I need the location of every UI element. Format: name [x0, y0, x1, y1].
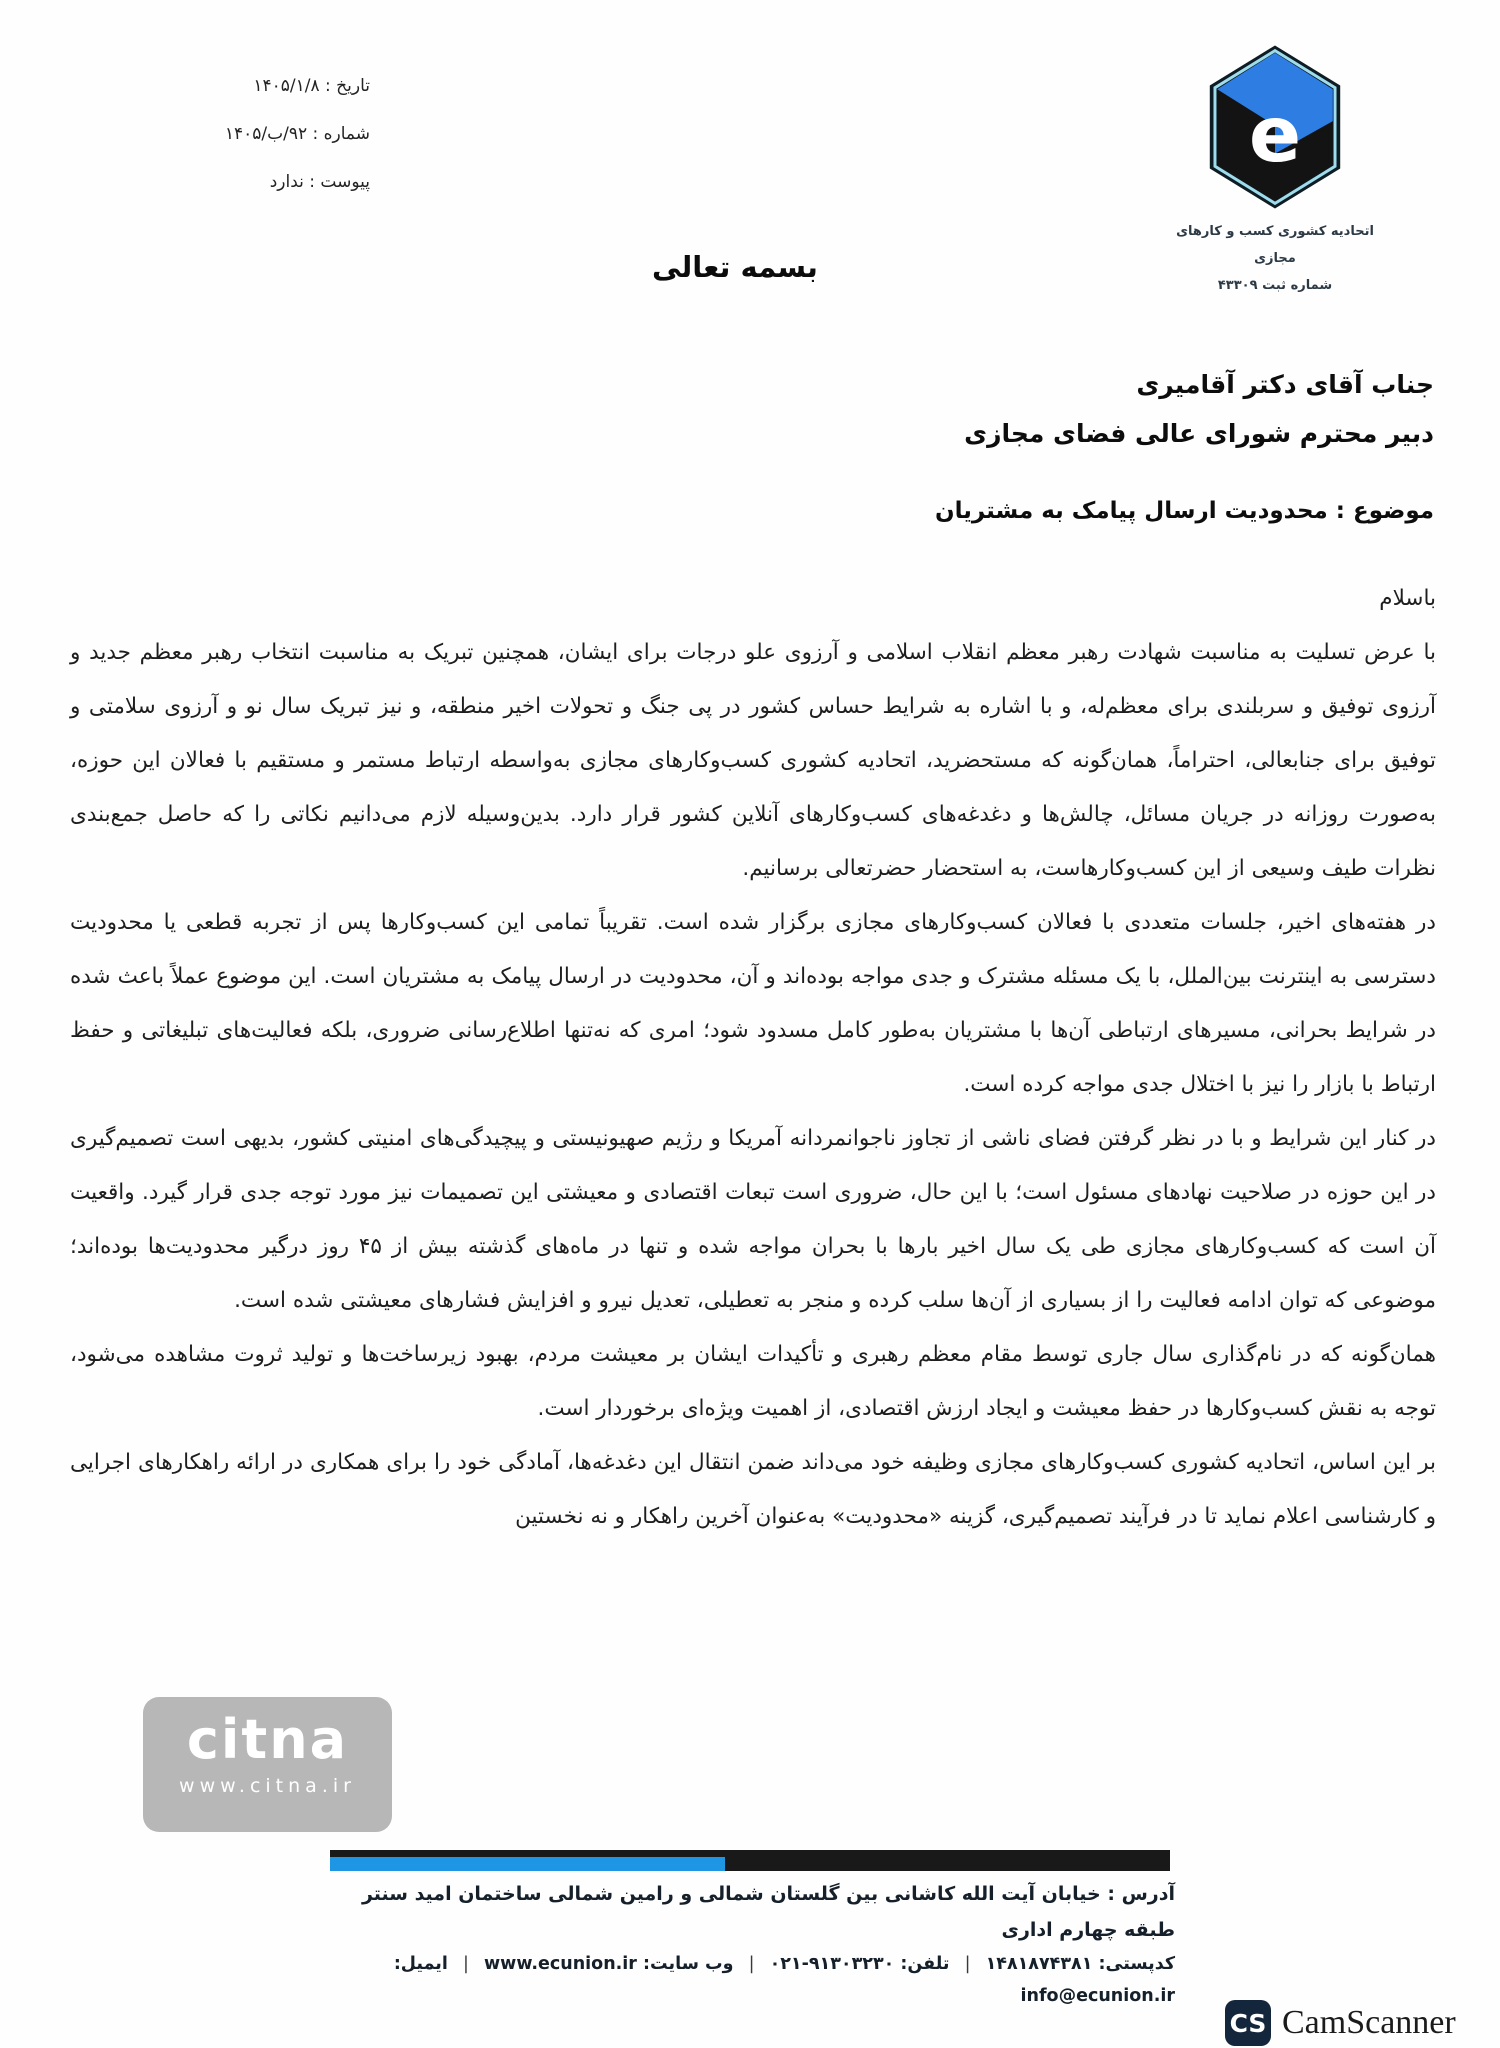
- footer-bar-black-segment: [725, 1857, 1170, 1871]
- body-paragraph: با عرض تسلیت به مناسبت شهادت رهبر معظم انقلاب اسلامی و آرزوی علو درجات برای ایشان، همچنین تبریک به مناسبت انتخاب رهبر معظم جدید و آرزوی توفیق و سربلندی برای معظم‌له، و با اشاره به شرایط حساس کشور در پی جنگ و تحولات اخیر منطقه، و نیز تبریک سال نو و آرزوی سلامتی و توفیق برای جنابعالی، احتراماً، همان‌گونه که مستحضرید، اتحادیه کشوری کسب‌وکارهای مجازی به‌واسطه ارتباط مستمر و مستقیم با فعالان این حوزه، به‌صورت روزانه در جریان مسائل، چالش‌ها و دغدغه‌های کسب‌وکارهای آنلاین کشور قرار دارد. بدین‌وسیله لازم می‌دانیم نکاتی را که حاصل جمع‌بندی نظرات طیف وسیعی از این کسب‌وکارهاست، به استحضار حضرتعالی برسانیم.: [70, 640, 1436, 881]
- citna-logo-text: citna: [186, 1708, 349, 1771]
- meta-date: تاریخ : ۱۴۰۵/۱/۸: [253, 76, 370, 96]
- besmellah-heading: بسمه تعالی: [652, 250, 818, 284]
- footer-postal-code: کدپستی: ۱۴۸۱۸۷۴۳۸۱: [985, 1954, 1175, 1974]
- footer-contact-line: [340, 1948, 1175, 2012]
- hexagon-cube-logo-icon: [1200, 44, 1350, 210]
- union-org-name: اتحادیه کشوری کسب و کارهای مجازی: [1176, 224, 1374, 266]
- recipient-title: دبیر محترم شورای عالی فضای مجازی: [964, 419, 1434, 448]
- body-paragraph: در هفته‌های اخیر، جلسات متعددی با فعالان کسب‌وکارهای مجازی برگزار شده است. تقریباً تمامی این کسب‌وکارها پس از تجربه قطعی یا محدودیت دسترسی به اینترنت بین‌الملل، با یک مسئله مشترک و جدی مواجه بوده‌اند و آن، محدودیت در ارسال پیامک به مشتریان است. این موضوع عملاً باعث شده در شرایط بحرانی، مسیرهای ارتباطی آن‌ها با مشتریان به‌طور کامل مسدود شود؛ امری که نه‌تنها اطلاع‌رسانی ضروری، بلکه فعالیت‌های تبلیغاتی و حفظ ارتباط با بازار را نیز با اختلال جدی مواجه کرده است.: [70, 910, 1436, 1097]
- citna-url: www.citna.ir: [179, 1775, 356, 1797]
- footer-bar-top-strip: [330, 1850, 1170, 1857]
- recipient-block: [964, 360, 1434, 458]
- footer-separator: |: [462, 1954, 469, 1974]
- camscanner-icon: CS: [1225, 2000, 1271, 2046]
- footer-separator: |: [748, 1954, 755, 1974]
- footer-bar-blue-segment: [330, 1857, 725, 1871]
- salutation: باسلام: [1379, 586, 1436, 611]
- meta-number: شماره : ۹۲/ب/۱۴۰۵: [224, 124, 370, 144]
- svg-text:e: e: [1248, 90, 1302, 181]
- footer-separator: |: [964, 1954, 971, 1974]
- footer-text-block: [340, 1876, 1175, 2012]
- letter-body: [70, 572, 1436, 1544]
- body-paragraph: در کنار این شرایط و با در نظر گرفتن فضای ناشی از تجاوز ناجوانمردانه آمریکا و رژیم صهیونیستی و پیچیدگی‌های امنیتی کشور، بدیهی است تصمیم‌گیری در این حوزه در صلاحیت نهادهای مسئول است؛ با این حال، ضروری است تبعات اقتصادی و معیشتی این تصمیمات نیز مورد توجه جدی قرار گیرد. واقعیت آن است که کسب‌وکارهای مجازی طی یک سال اخیر بارها با بحران مواجه شده و تنها در ماه‌های گذشته بیش از ۴۵ روز درگیر محدودیت‌ها بوده‌اند؛ موضوعی که توان ادامه فعالیت را از بسیاری از آن‌ها سلب کرده و منجر به تعطیلی، تعدیل نیرو و افزایش فشارهای معیشتی شده است.: [70, 1126, 1436, 1313]
- footer-website: وب سایت: www.ecunion.ir: [483, 1954, 734, 1974]
- footer-email: ایمیل: info@ecunion.ir: [393, 1954, 1175, 2006]
- footer-phone: تلفن: ۰۲۱-۹۱۳۰۳۲۳۰: [769, 1954, 950, 1974]
- footer-divider-bar: [330, 1850, 1170, 1871]
- meta-attachment: پیوست : ندارد: [269, 172, 370, 192]
- body-paragraph: بر این اساس، اتحادیه کشوری کسب‌وکارهای مجازی وظیفه خود می‌داند ضمن انتقال این دغدغه‌ها، آمادگی خود را برای همکاری در ارائه راهکارهای اجرایی و کارشناسی اعلام نماید تا در فرآیند تصمیم‌گیری، گزینه «محدودیت» به‌عنوان آخرین راهکار و نه نخستین: [70, 1450, 1436, 1529]
- body-paragraph: همان‌گونه که در نام‌گذاری سال جاری توسط مقام معظم رهبری و تأکیدات ایشان بر معیشت مردم، بهبود زیرساخت‌ها و تولید ثروت مشاهده می‌شود، توجه به نقش کسب‌وکارها در حفظ معیشت و ایجاد ارزش اقتصادی، از اهمیت ویژه‌ای برخوردار است.: [70, 1342, 1436, 1421]
- subject-line: موضوع : محدودیت ارسال پیامک به مشتریان: [934, 498, 1434, 524]
- citna-watermark: [143, 1697, 392, 1832]
- camscanner-badge: [1225, 2000, 1456, 2046]
- letter-meta: [170, 62, 370, 206]
- recipient-name: جناب آقای دکتر آقامیری: [1136, 370, 1434, 399]
- footer-address: آدرس : خیابان آیت الله کاشانی بین گلستان شمالی و رامین شمالی ساختمان امید سنتر طبقه چهارم اداری: [361, 1883, 1175, 1941]
- union-reg-number: شماره ثبت ۴۳۳۰۹: [1217, 278, 1333, 293]
- camscanner-label: CamScanner: [1282, 2004, 1456, 2041]
